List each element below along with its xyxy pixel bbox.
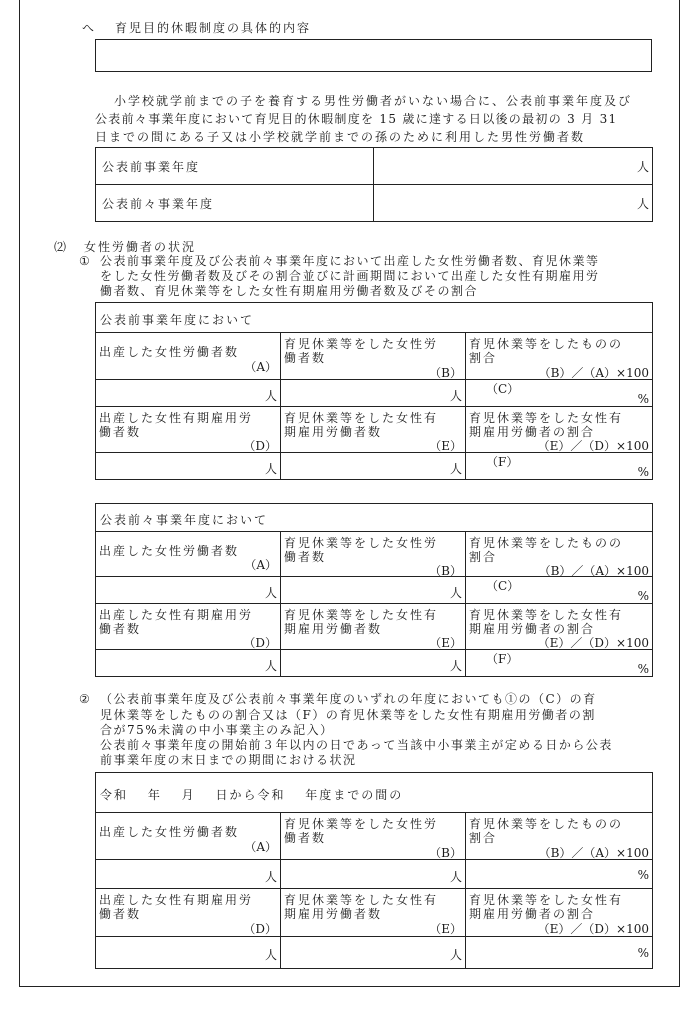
cell-b-label: 育児休業等をした女性労 働者数 （B）	[281, 532, 466, 577]
male-note-line3: 日までの間にある子又は小学校就学前までの孫のために利用した男性労働者数	[95, 130, 586, 144]
cell-a-label: 出産した女性労働者数 （A）	[96, 532, 281, 577]
male-count-table	[95, 147, 653, 222]
item2-line4: 公表前々事業年度の開始前３年以内の日であって当該中小事業主が定める日から公表	[100, 738, 613, 752]
item2-line2: 児休業等をしたものの割合又は（F）の育児休業等をした女性有期雇用労働者の割	[100, 708, 596, 722]
cell-f-value[interactable]: （F） %	[466, 650, 653, 677]
cell-f-value[interactable]: （F） %	[466, 453, 653, 480]
male-row-value[interactable]: 人	[374, 148, 653, 185]
item1-line2: をした女性労働者数及びその割合並びに計画期間において出産した女性有期雇用労	[100, 269, 600, 283]
cell-f-label: 育児休業等をした女性有 期雇用労働者の割合 （E）／（D）×100	[466, 407, 653, 453]
cell-d-value[interactable]: 人	[96, 937, 281, 969]
cell-b-value[interactable]: 人	[281, 860, 466, 889]
cell-c-value[interactable]: %	[466, 860, 653, 889]
cell-a-value[interactable]: 人	[96, 860, 281, 889]
cell-b-value[interactable]: 人	[281, 577, 466, 604]
cell-e-value[interactable]: 人	[281, 937, 466, 969]
cell-c-value[interactable]: （C） %	[466, 380, 653, 407]
cell-c-label: 育児休業等をしたものの 割合 （B）／（A）×100	[466, 532, 653, 577]
cell-d-label: 出産した女性有期雇用労 働者数 （D）	[96, 604, 281, 650]
table-prior-fiscal-year	[95, 503, 653, 677]
cell-a-value[interactable]: 人	[96, 380, 281, 407]
male-row-value[interactable]: 人	[374, 185, 653, 222]
table-header[interactable]: 令和 年 月 日から令和 年度までの間の	[96, 773, 653, 813]
section-he-content-box[interactable]	[95, 39, 652, 72]
male-row-label: 公表前事業年度	[96, 148, 374, 185]
table-custom-period	[95, 772, 653, 969]
item2-number: ②	[79, 692, 90, 706]
section2-number: ⑵	[54, 240, 67, 254]
cell-e-label: 育児休業等をした女性有 期雇用労働者数 （E）	[281, 889, 466, 937]
item1-line3: 働者数、育児休業等をした女性有期雇用労働者数及びその割合	[100, 284, 479, 298]
cell-a-value[interactable]: 人	[96, 577, 281, 604]
item2-line3: 合が75%未満の中小事業主のみ記入）	[100, 723, 334, 737]
cell-a-label: 出産した女性労働者数 （A）	[96, 813, 281, 860]
item1-line1: 公表前事業年度及び公表前々事業年度において出産した女性労働者数、育児休業等	[100, 254, 600, 268]
cell-e-value[interactable]: 人	[281, 650, 466, 677]
item2-line1: （公表前事業年度及び公表前々事業年度のいずれの年度においても①の（C）の育	[100, 692, 597, 706]
cell-c-value[interactable]: （C） %	[466, 577, 653, 604]
cell-b-label: 育児休業等をした女性労 働者数 （B）	[281, 333, 466, 380]
item2-line5: 前事業年度の末日までの期間における状況	[100, 753, 357, 767]
cell-f-label: 育児休業等をした女性有 期雇用労働者の割合 （E）／（D）×100	[466, 889, 653, 937]
cell-e-label: 育児休業等をした女性有 期雇用労働者数 （E）	[281, 604, 466, 650]
section-he-marker: へ	[82, 21, 97, 35]
cell-c-label: 育児休業等をしたものの 割合 （B）／（A）×100	[466, 333, 653, 380]
cell-d-value[interactable]: 人	[96, 650, 281, 677]
cell-c-label: 育児休業等をしたものの 割合 （B）／（A）×100	[466, 813, 653, 860]
section-he-title: 育児目的休暇制度の具体的内容	[115, 21, 312, 35]
male-row-label: 公表前々事業年度	[96, 185, 374, 222]
table-header: 公表前事業年度において	[96, 303, 653, 333]
male-note-line2: 公表前々事業年度において育児目的休暇制度を 15 歳に達する日以後の最初の 3 月 31	[95, 112, 618, 126]
cell-b-value[interactable]: 人	[281, 380, 466, 407]
item1-number: ①	[79, 254, 90, 268]
cell-f-value[interactable]: %	[466, 937, 653, 969]
male-note-line1: 小学校就学前までの子を養育する男性労働者がいない場合に、公表前事業年度及び	[114, 94, 633, 108]
cell-f-label: 育児休業等をした女性有 期雇用労働者の割合 （E）／（D）×100	[466, 604, 653, 650]
cell-d-value[interactable]: 人	[96, 453, 281, 480]
cell-b-label: 育児休業等をした女性労 働者数 （B）	[281, 813, 466, 860]
table-header: 公表前々事業年度において	[96, 504, 653, 532]
cell-e-label: 育児休業等をした女性有 期雇用労働者数 （E）	[281, 407, 466, 453]
cell-a-label: 出産した女性労働者数 （A）	[96, 333, 281, 380]
section2-title: 女性労働者の状況	[84, 240, 197, 254]
cell-d-label: 出産した女性有期雇用労 働者数 （D）	[96, 407, 281, 453]
table-fiscal-year	[95, 302, 653, 480]
cell-d-label: 出産した女性有期雇用労 働者数 （D）	[96, 889, 281, 937]
cell-e-value[interactable]: 人	[281, 453, 466, 480]
